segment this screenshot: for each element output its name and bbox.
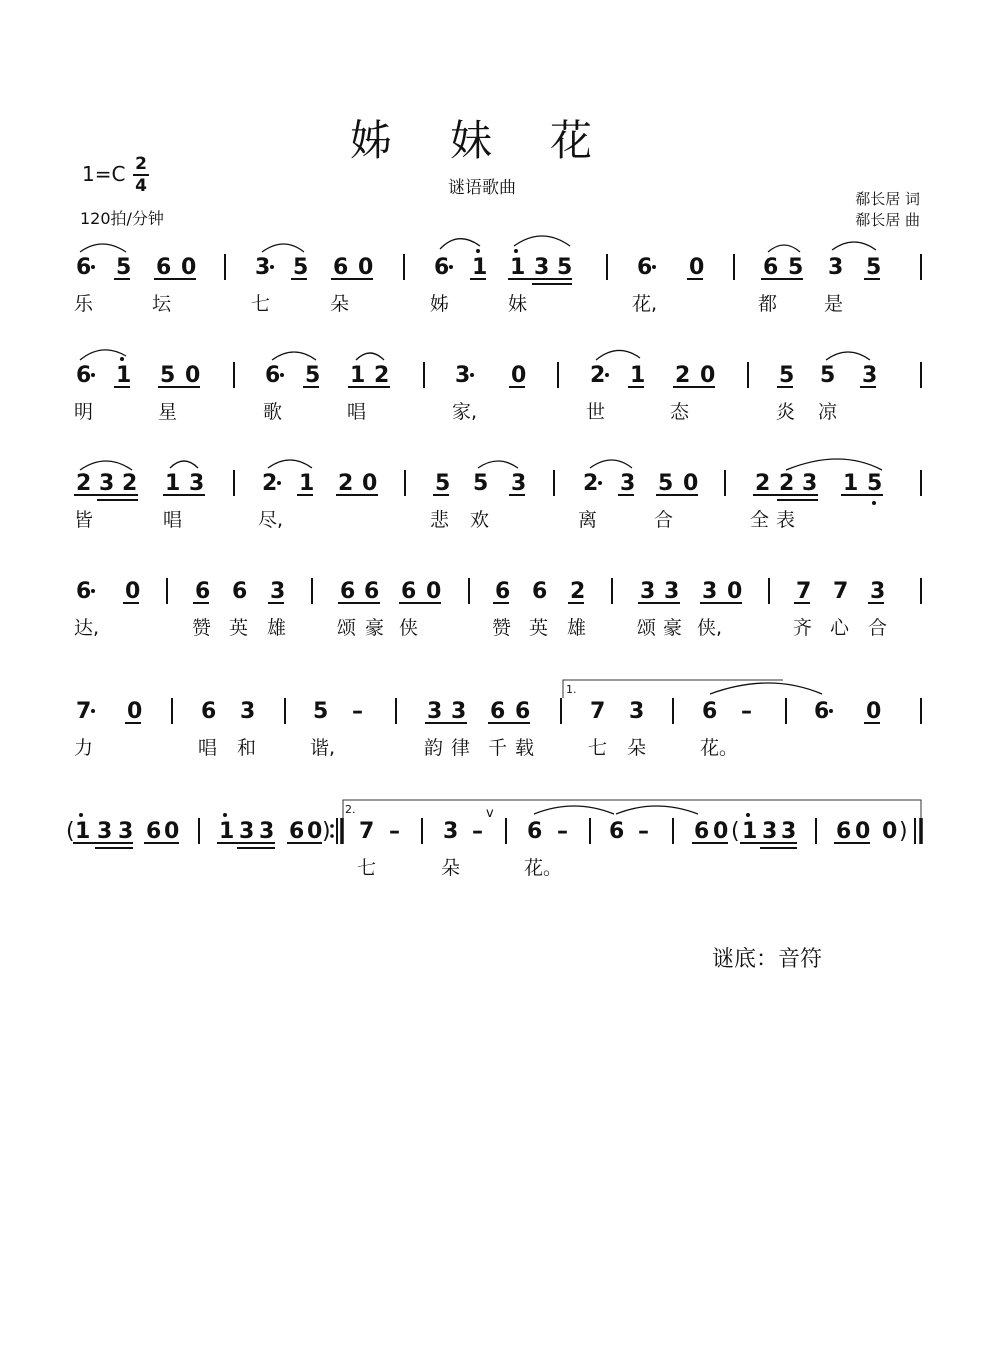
svg-text:3: 3 [270,579,286,604]
svg-text:5: 5 [160,363,176,388]
svg-text:7: 7 [833,579,849,604]
svg-text:3: 3 [702,579,718,604]
lyric: 都 [758,293,778,315]
svg-text:1: 1 [116,363,132,388]
svg-text:0: 0 [855,819,871,844]
svg-text:0: 0 [727,579,743,604]
svg-text:3: 3 [443,819,459,844]
svg-text:0: 0 [511,363,527,388]
lyric: 七 [588,737,608,759]
svg-text:6: 6 [532,579,548,604]
svg-text:5: 5 [116,255,132,280]
svg-text:3: 3 [620,471,636,496]
svg-text:5: 5 [313,699,329,724]
lyric: 唱 [347,401,367,423]
svg-text:2: 2 [590,363,606,388]
lyric: 家, [452,401,478,423]
lyrics-line-6 [357,857,562,879]
lyric: 世 [586,401,606,423]
lyric: 态 [670,401,690,423]
key-signature: 1=C [82,162,126,186]
lyric: 朵 [441,857,461,879]
svg-text:0: 0 [181,255,197,280]
svg-text:6: 6 [836,819,852,844]
svg-text:2: 2 [583,471,599,496]
svg-text:5: 5 [557,255,573,280]
svg-text:3: 3 [455,363,471,388]
svg-text:7: 7 [590,699,606,724]
score-line-5 [76,680,921,724]
svg-text:–: – [557,819,568,844]
svg-text:6: 6 [333,255,349,280]
svg-text:3: 3 [629,699,645,724]
lyric: 颂 [337,617,357,639]
lyric: 齐 [793,617,813,639]
svg-text:3: 3 [534,255,550,280]
score-line-3 [74,459,921,505]
svg-text:6: 6 [146,819,162,844]
lyrics-line-2 [74,401,838,423]
lyric: 律 [451,737,471,759]
svg-text:3: 3 [189,471,205,496]
tempo-marking: 120拍/分钟 [80,209,164,228]
lyrics-line-5 [74,737,738,759]
svg-text:6: 6 [76,363,92,388]
svg-text:0: 0 [125,579,141,604]
lyric: 谐, [310,737,336,759]
lyric: 合 [868,617,888,639]
time-signature-top: 2 [135,154,147,174]
svg-text:3: 3 [451,699,467,724]
lyric: 合 [654,509,674,531]
svg-text:3: 3 [239,819,255,844]
svg-text:1: 1 [742,819,758,844]
page-title: 姊妹花 [350,116,651,165]
lyric: 朵 [330,293,350,315]
score-line-4 [76,578,921,604]
svg-text:0: 0 [882,819,898,844]
lyric: 花。 [524,857,563,879]
svg-text:6: 6 [156,255,172,280]
lyric: 朵 [627,737,647,759]
svg-text:3: 3 [828,255,844,280]
svg-text:–: – [352,699,363,724]
svg-text:5: 5 [293,255,309,280]
svg-text:2: 2 [755,471,771,496]
svg-text:6: 6 [364,579,380,604]
svg-text:1: 1 [472,255,488,280]
svg-text:3: 3 [259,819,275,844]
lyric: 和 [237,737,257,759]
svg-text:3: 3 [862,363,878,388]
svg-text:7: 7 [76,699,92,724]
lyric: 唱 [198,737,218,759]
svg-text:2: 2 [570,579,586,604]
svg-text:1: 1 [165,471,181,496]
lyrics-line-3 [74,509,795,531]
svg-text:0: 0 [185,363,201,388]
lyric: 达, [74,617,100,639]
svg-text:0: 0 [700,363,716,388]
riddle-answer: 谜底：音符 [712,947,823,972]
svg-text:1: 1 [630,363,646,388]
composer-credit: 郗长居 曲 [855,211,920,229]
volta-2-label: 2. [345,803,356,816]
svg-text:0: 0 [866,699,882,724]
svg-text:1: 1 [299,471,315,496]
svg-text:–: – [389,819,400,844]
lyric: 赞 [192,617,212,639]
svg-text:7: 7 [359,819,375,844]
svg-text:2: 2 [374,363,390,388]
score-line-2 [76,350,921,388]
lyric: 明 [74,401,94,423]
svg-text:6: 6 [76,579,92,604]
lyric: 花, [632,293,658,315]
svg-text:0: 0 [689,255,705,280]
lyric: 韵 [424,737,444,759]
svg-text:(: ( [66,819,75,844]
lyric: 花。 [700,737,739,759]
svg-text:6: 6 [702,699,718,724]
svg-text:3: 3 [99,471,115,496]
svg-text:2: 2 [262,471,278,496]
time-signature-bottom: 4 [135,176,147,196]
svg-text:v: v [486,806,494,821]
lyric: 雄 [267,617,287,639]
svg-text:6: 6 [340,579,356,604]
lyric: 炎 [776,401,796,423]
svg-text:5: 5 [305,363,321,388]
svg-text:3: 3 [511,471,527,496]
svg-text:6: 6 [694,819,710,844]
lyric: 心 [830,617,850,639]
svg-text:–: – [472,819,483,844]
lyric: 载 [515,737,535,759]
lyric: 赞 [492,617,512,639]
svg-text:2: 2 [338,471,354,496]
svg-text:5: 5 [866,255,882,280]
svg-text:6: 6 [490,699,506,724]
svg-text:5: 5 [867,471,883,496]
svg-text:5: 5 [779,363,795,388]
svg-text:6: 6 [814,699,830,724]
svg-text:3: 3 [664,579,680,604]
lyric: 力 [74,737,94,759]
svg-text:–: – [638,819,649,844]
svg-text:3: 3 [870,579,886,604]
svg-text:3: 3 [762,819,778,844]
lyric: 七 [251,293,271,315]
lyric: 妹 [508,293,528,315]
svg-text:6: 6 [527,819,543,844]
lyric: 是 [824,293,844,315]
lyric: 雄 [567,617,587,639]
lyric: 欢 [470,509,490,531]
svg-text:6: 6 [763,255,779,280]
lyric: 唱 [163,509,183,531]
svg-text:3: 3 [640,579,656,604]
svg-text:0: 0 [164,819,180,844]
svg-text:1: 1 [350,363,366,388]
svg-text:0: 0 [362,471,378,496]
lyric: 乐 [74,293,94,315]
svg-text:2: 2 [779,471,795,496]
svg-text:0: 0 [426,579,442,604]
svg-text:2: 2 [76,471,92,496]
svg-text:6: 6 [76,255,92,280]
svg-text:1: 1 [510,255,526,280]
svg-text:3: 3 [802,471,818,496]
svg-text:1: 1 [843,471,859,496]
svg-text:0: 0 [307,819,323,844]
lyric: 星 [158,401,178,423]
lyric: 凉 [818,401,838,423]
lyric: 豪 [365,617,385,639]
lyricist-credit: 郗长居 词 [855,190,920,208]
svg-text:2: 2 [122,471,138,496]
svg-text:6: 6 [232,579,248,604]
svg-text:6: 6 [434,255,450,280]
svg-text:): ) [899,819,908,844]
lyric: 英 [529,617,549,639]
svg-text:1: 1 [75,819,91,844]
svg-text:5: 5 [788,255,804,280]
svg-text:1: 1 [219,819,235,844]
svg-text:2: 2 [675,363,691,388]
svg-text:5: 5 [473,471,489,496]
lyric: 表 [776,509,796,531]
volta-1-label: 1. [566,683,577,696]
lyric: 歌 [263,401,283,423]
svg-text:6: 6 [201,699,217,724]
svg-text:6: 6 [609,819,625,844]
svg-text:5: 5 [435,471,451,496]
lyric: 英 [229,617,249,639]
lyric: 豪 [663,617,683,639]
lyric: 七 [357,857,377,879]
lyrics-line-1 [74,293,843,315]
svg-text:3: 3 [781,819,797,844]
svg-text:3: 3 [97,819,113,844]
svg-text:6: 6 [265,363,281,388]
subtitle: 谜语歌曲 [448,178,516,198]
score-line-1 [76,236,921,284]
svg-text:6: 6 [495,579,511,604]
svg-text:5: 5 [658,471,674,496]
svg-text:6: 6 [195,579,211,604]
svg-text:0: 0 [683,471,699,496]
svg-text:3: 3 [427,699,443,724]
lyric: 侠 [399,617,419,639]
svg-text:6: 6 [515,699,531,724]
lyric: 姊 [430,293,450,315]
svg-text:7: 7 [796,579,812,604]
lyric: 皆 [74,509,94,531]
svg-text:): ) [322,819,331,844]
lyric: 千 [488,737,508,759]
lyric: 侠, [697,617,723,639]
lyric: 悲 [430,509,450,531]
svg-text:3: 3 [255,255,271,280]
lyric: 颂 [637,617,657,639]
svg-text:6: 6 [401,579,417,604]
svg-text:3: 3 [240,699,256,724]
lyric: 离 [578,509,598,531]
svg-text:6: 6 [289,819,305,844]
svg-text:3: 3 [118,819,134,844]
svg-text:0: 0 [127,699,143,724]
svg-text:0: 0 [713,819,729,844]
score-line-6 [66,800,921,848]
svg-text:5: 5 [820,363,836,388]
lyric: 全 [750,509,770,531]
lyric: 尽, [258,509,284,531]
svg-text:6: 6 [637,255,653,280]
lyrics-line-4 [74,617,887,639]
svg-text:0: 0 [358,255,374,280]
lyric: 坛 [152,293,172,315]
svg-text:(: ( [731,819,740,844]
svg-text:–: – [741,699,752,724]
